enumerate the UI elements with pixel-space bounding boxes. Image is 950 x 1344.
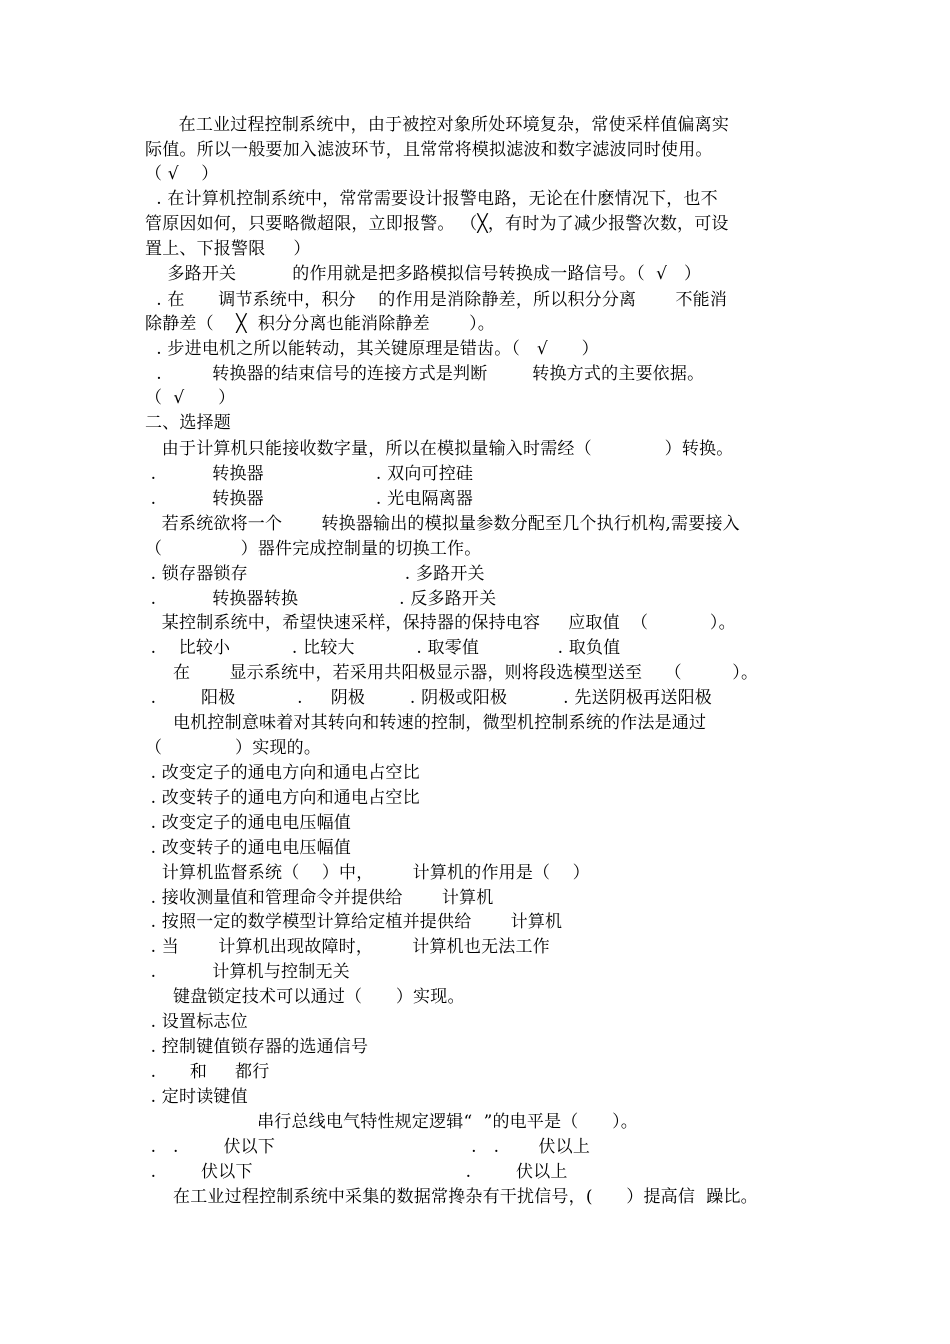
text-line: （ ）器件完成控制量的切换工作。: [145, 539, 482, 559]
text-line: . 比较小 . 比较大 . 取零值 . 取负值: [145, 638, 621, 658]
text-line: . 在 调节系统中，积分 的作用是消除静差，所以积分分离 不能消: [145, 290, 728, 310]
text-line: . 转换器的结束信号的连接方式是判断 转换方式的主要依据。: [145, 364, 705, 384]
text-line: . 接收测量值和管理命令并提供给 计算机: [145, 888, 494, 908]
text-line: 际值。所以一般要加入滤波环节，且常常将模拟滤波和数字滤波同时使用。: [145, 140, 713, 160]
text-line: . 步进电机之所以能转动，其关键原理是错齿。（ √ ）: [145, 339, 599, 359]
text-line: . 转换器 . 双向可控硅: [145, 464, 474, 484]
text-line: . 转换器 . 光电隔离器: [145, 489, 474, 509]
text-line: 在 显示系统中，若采用共阳极显示器，则将段选模型送至 （ ）。: [145, 663, 759, 683]
text-line: . 按照一定的数学模型计算给定植并提供给 计算机: [145, 912, 563, 932]
text-line: 除静差（ ╳ 积分分离也能消除静差 ）。: [145, 314, 495, 334]
text-line: . . 伏以下 . . 伏以上: [145, 1137, 591, 1157]
text-line: . 改变定子的通电电压幅值: [145, 813, 352, 833]
text-line: . 控制键值锁存器的选通信号: [145, 1037, 369, 1057]
text-line: 在工业过程控制系统中采集的数据常搀杂有干扰信号，( ）提高信 躁比。: [145, 1187, 758, 1207]
text-line: . 和 都行: [145, 1062, 270, 1082]
text-line: . 伏以下 . 伏以上: [145, 1162, 568, 1182]
text-line: （ ）实现的。: [145, 738, 322, 758]
text-line: . 计算机与控制无关: [145, 962, 350, 982]
text-line: . 定时读键值: [145, 1087, 248, 1107]
text-line: 串行总线电气特性规定逻辑“ ”的电平是（ ）。: [145, 1112, 638, 1132]
text-line: . 转换器转换 . 反多路开关: [145, 589, 497, 609]
section-heading: 二、选择题: [145, 413, 231, 433]
text-line: 管原因如何，只要略微超限，立即报警。 （╳，有时为了减少报警次数，可设: [145, 214, 729, 234]
text-line: . 改变转子的通电方向和通电占空比: [145, 788, 420, 808]
text-line: . 改变转子的通电电压幅值: [145, 838, 352, 858]
text-line: . 在计算机控制系统中，常常需要设计报警电路，无论在什麽情况下，也不: [145, 189, 718, 209]
text-line: 置上、下报警限 ）: [145, 239, 311, 259]
text-line: （ √ ）: [145, 388, 236, 408]
text-line: 电机控制意味着对其转向和转速的控制，微型机控制系统的作法是通过: [145, 713, 707, 733]
text-line: 在工业过程控制系统中，由于被控对象所处环境复杂，常使采样值偏离实: [145, 115, 730, 135]
text-line: 计算机监督系统（ ）中， 计算机的作用是（ ）: [145, 863, 590, 883]
text-line: 由于计算机只能接收数字量，所以在模拟量输入时需经（ ）转换。: [145, 439, 734, 459]
text-line: 多路开关 的作用就是把多路模拟信号转换成一路信号。（ √ ）: [145, 264, 702, 284]
text-line: . 锁存器锁存 . 多路开关: [145, 564, 485, 584]
text-line: 键盘锁定技术可以通过（ ）实现。: [145, 987, 465, 1007]
text-line: 某控制系统中，希望快速采样，保持器的保持电容 应取值 （ ）。: [145, 613, 736, 633]
text-line: （ √ ）: [145, 164, 219, 184]
text-line: 若系统欲将一个 转换器输出的模拟量参数分配至几个执行机构,需要接入: [145, 514, 740, 534]
text-line: . 当 计算机出现故障时， 计算机也无法工作: [145, 937, 550, 957]
text-line: . 设置标志位: [145, 1012, 248, 1032]
text-line: . 改变定子的通电方向和通电占空比: [145, 763, 420, 783]
text-line: . 阳极 . 阴极 . 阴极或阳极 . 先送阴极再送阳极: [145, 688, 712, 708]
